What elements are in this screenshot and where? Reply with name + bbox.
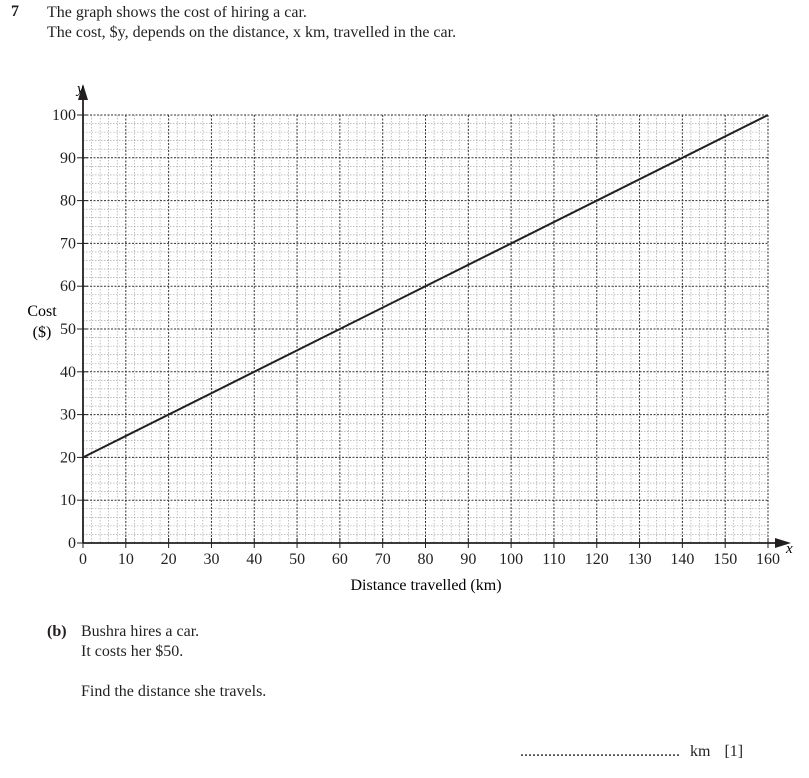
x-axis-label: Distance travelled (km) (350, 577, 502, 594)
x-tick-label: 60 (331, 551, 348, 568)
y-tick-label: 70 (60, 235, 76, 253)
answer-unit: km (690, 743, 711, 760)
x-tick-label: 120 (584, 551, 609, 568)
part-b-label: (b) (47, 623, 67, 640)
intro-line-1: The graph shows the cost of hiring a car. (47, 4, 307, 21)
x-tick-label: 110 (542, 551, 566, 568)
answer-marks: [1] (724, 743, 744, 760)
y-axis-label-line-1: Cost (27, 303, 57, 320)
x-tick-label: 90 (460, 551, 477, 568)
y-tick-label: 30 (60, 406, 76, 424)
x-tick-label: 140 (670, 551, 695, 568)
x-tick-label: 20 (160, 551, 177, 568)
y-tick-label: 20 (60, 449, 76, 467)
intro-line-2: The cost, $y, depends on the distance, x km, travelled in the car. (47, 24, 457, 41)
part-b-line-2: It costs her $50. (81, 643, 184, 660)
x-tick-label: 150 (713, 551, 738, 568)
y-tick-label: 80 (60, 192, 76, 210)
x-tick-label: 30 (203, 551, 220, 568)
x-tick-label: 100 (499, 551, 524, 568)
x-tick-labels (79, 551, 780, 568)
y-axis-label-line-2: ($) (32, 324, 52, 341)
part-b (47, 622, 266, 702)
part-b-line-3: Find the distance she travels. (81, 683, 267, 700)
x-tick-label: 160 (756, 551, 780, 568)
x-tick-label: 50 (289, 551, 306, 568)
part-b-line-1: Bushra hires a car. (81, 623, 200, 640)
x-tick-label: 40 (246, 551, 263, 568)
x-tick-label: 70 (374, 551, 391, 568)
x-tick-label: 130 (627, 551, 652, 568)
x-tick-label: 80 (417, 551, 434, 568)
y-tick-labels (52, 107, 76, 552)
question-number: 7 (11, 3, 19, 20)
y-tick-label: 60 (60, 278, 76, 296)
y-tick-label: 90 (60, 149, 76, 167)
answer-line (520, 743, 743, 761)
x-tick-label: 0 (79, 551, 87, 568)
y-tick-label: 50 (60, 321, 76, 338)
y-tick-label: 0 (68, 535, 76, 552)
answer-dots: ........................................ (520, 743, 680, 760)
y-tick-label: 10 (60, 492, 76, 510)
x-axis-letter: x (786, 541, 793, 557)
y-tick-label: 40 (60, 363, 76, 381)
x-tick-label: 10 (117, 551, 134, 568)
y-axis-letter: y (77, 81, 84, 97)
y-tick-label: 100 (52, 107, 76, 124)
